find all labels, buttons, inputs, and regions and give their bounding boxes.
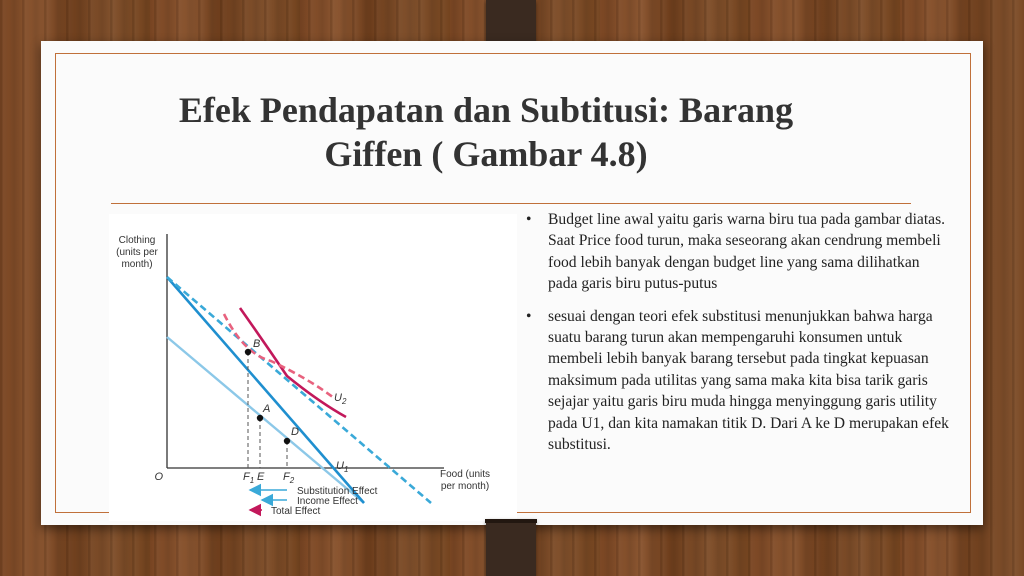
tick-e: E <box>257 471 265 483</box>
tick-f2: $F_2$ <box>283 471 295 485</box>
new-budget-line <box>167 277 431 503</box>
bullet-item-1 <box>526 209 951 295</box>
total-effect-label: Total Effect <box>271 506 321 517</box>
x-axis-label-1: Food (units <box>439 469 491 480</box>
tick-f1: $F_1$ <box>243 471 255 485</box>
slide-card <box>41 41 983 525</box>
point-b-label: B <box>253 338 261 350</box>
giffen-diagram <box>109 214 517 521</box>
original-budget-line <box>167 277 364 503</box>
y-axis-label-2: (units per <box>116 247 158 258</box>
bullet-mark: • <box>526 211 532 228</box>
bullet-list <box>526 209 951 466</box>
point-a-label: A <box>263 403 271 415</box>
point-a <box>257 415 263 421</box>
u2-curve <box>224 314 334 398</box>
u2-label: $U_2$ <box>334 392 347 406</box>
y-axis-label-3: month) <box>121 259 153 270</box>
slide-title <box>111 88 861 176</box>
point-b <box>245 349 251 355</box>
bullet-text: sesuai dengan teori efek substitusi menunjukkan bahwa harga suatu barang turun akan mempengaruhi konsumen untuk membeli lebih banyak barang tersebut pada tingkat kepuasan maksimum pada utilitas yang sama maka kita bisa tarik garis sejajar yaitu garis biru muda hingga menyinggung garis utility pada U1, dan kita namakan titik D. Dari A ke D merupakan efek substitusi. <box>548 307 949 454</box>
binder-clip-bottom <box>486 519 536 576</box>
bullet-text: Budget line awal yaitu garis warna biru tua pada gambar diatas. Saat Price food turun, maka seseorang akan cendrung membeli food lebih banyak dengan budget line yang sama dilihatkan pada garis biru putus-putus <box>548 211 946 293</box>
title-line-1: Efek Pendapatan dan Subtitusi: Barang <box>178 90 794 130</box>
bullet-item-2 <box>526 306 951 456</box>
y-axis-label-1: Clothing <box>118 235 156 246</box>
giffen-figure <box>109 214 517 521</box>
bullet-mark: • <box>526 307 532 325</box>
substitution-effect-label: Substitution Effect <box>297 486 378 497</box>
title-divider <box>111 203 911 204</box>
point-d <box>284 438 290 444</box>
title-line-2: Giffen ( Gambar 4.8) <box>324 134 648 174</box>
u1-curve <box>240 308 346 417</box>
u1-label: $U_1$ <box>336 460 349 474</box>
income-effect-label: Income Effect <box>297 496 358 507</box>
origin-label: O <box>154 471 163 483</box>
point-d-label: D <box>291 426 299 438</box>
x-axis-label-2: per month) <box>440 481 490 492</box>
